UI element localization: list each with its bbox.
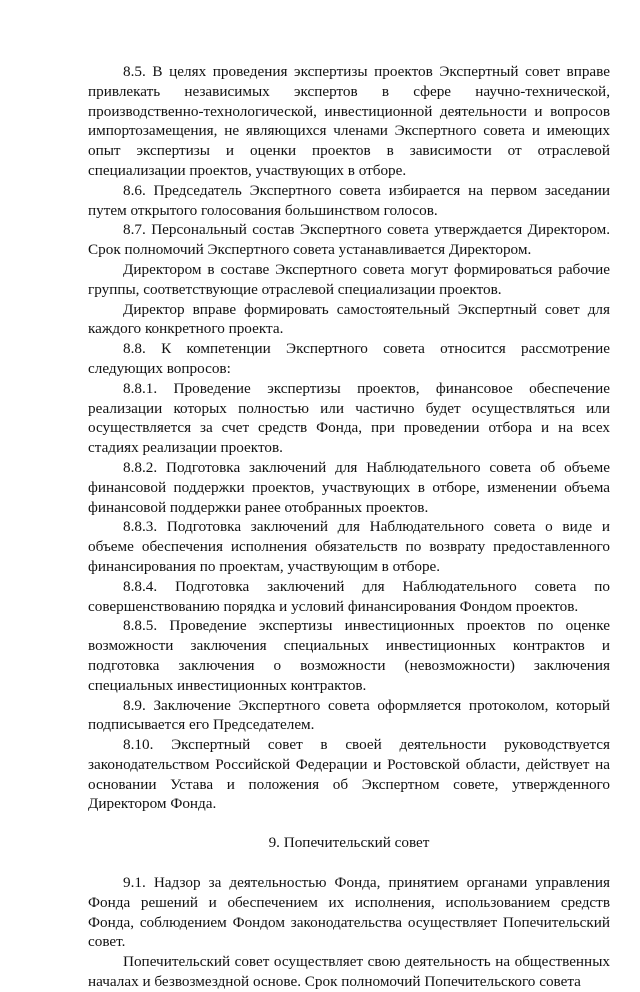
paragraph-8-6: 8.6. Председатель Экспертного совета избирается на первом заседании путем открытого голосования большинством голосов. [88, 181, 610, 219]
paragraph-8-5: 8.5. В целях проведения экспертизы проектов Экспертный совет вправе привлекать независимых экспертов в сфере научно-технической, производственно-технологической, инвестиционной деятельности и вопросов импортозамещения, не являющихся членами Экспертного совета и имеющих опыт экспертизы и оценки проектов в зависимости от отраслевой специализации проектов, участвующих в отборе. [88, 63, 610, 179]
paragraph-8-8-3: 8.8.3. Подготовка заключений для Наблюдательного совета о виде и объеме обеспечения исполнения обязательств по возврату предоставленного финансирования по проектам, участвующим в отборе. [88, 518, 610, 575]
paragraph-8-8-5: 8.8.5. Проведение экспертизы инвестиционных проектов по оценке возможности заключения специальных инвестиционных контрактов и подготовка заключения о возможности (невозможности) заключения специальных инвестиционных контрактов. [88, 617, 610, 694]
paragraph-9-1: 9.1. Надзор за деятельностью Фонда, принятием органами управления Фонда решений и обеспечением их исполнения, использованием средств Фонда, соблюдением Фондом законодательства осуществляет Попечительский совет. [88, 874, 610, 951]
paragraph-8-8: 8.8. К компетенции Экспертного совета относится рассмотрение следующих вопросов: [88, 340, 610, 377]
paragraph-8-10: 8.10. Экспертный совет в своей деятельности руководствуется законодательством Российской Федерации и Ростовской области, действует на основании Устава и положения об Экспертном совете, утвержденного Директором Фонда. [88, 736, 610, 813]
paragraph-8-7-separate-council: Директор вправе формировать самостоятельный Экспертный совет для каждого конкретного проекта. [88, 300, 610, 338]
paragraph-8-7-working-groups: Директором в составе Экспертного совета могут формироваться рабочие группы, соответствующие отраслевой специализации проектов. [88, 260, 610, 298]
paragraph-9-1-continued: Попечительский совет осуществляет свою деятельность на общественных началах и безвозмездной основе. Срок полномочий Попечительского совета [88, 953, 610, 991]
section-heading: 9. Попечительский совет [268, 834, 430, 852]
paragraph-8-8-1: 8.8.1. Проведение экспертизы проектов, финансовое обеспечение реализации которых полностью или частично будет осуществляться или осуществляется за счет средств Фонда, при проведении отбора и на всех стадиях реализации проектов. [88, 379, 610, 457]
paragraph-8-7: 8.7. Персональный состав Экспертного совета утверждается Директором. Срок полномочий Экспертного совета устанавливается Директором. [88, 221, 610, 259]
paragraph-8-8-2: 8.8.2. Подготовка заключений для Наблюдательного совета об объеме финансовой поддержки проектов, участвующих в отборе, изменении объема финансовой поддержки ранее отобранных проектов. [88, 458, 610, 516]
paragraph-8-8-4: 8.8.4. Подготовка заключений для Наблюдательного совета по совершенствованию порядка и условий финансирования Фондом проектов. [88, 577, 610, 615]
document-page [88, 62, 610, 992]
paragraph-8-9: 8.9. Заключение Экспертного совета оформляется протоколом, который подписывается его Председателем. [88, 696, 610, 734]
